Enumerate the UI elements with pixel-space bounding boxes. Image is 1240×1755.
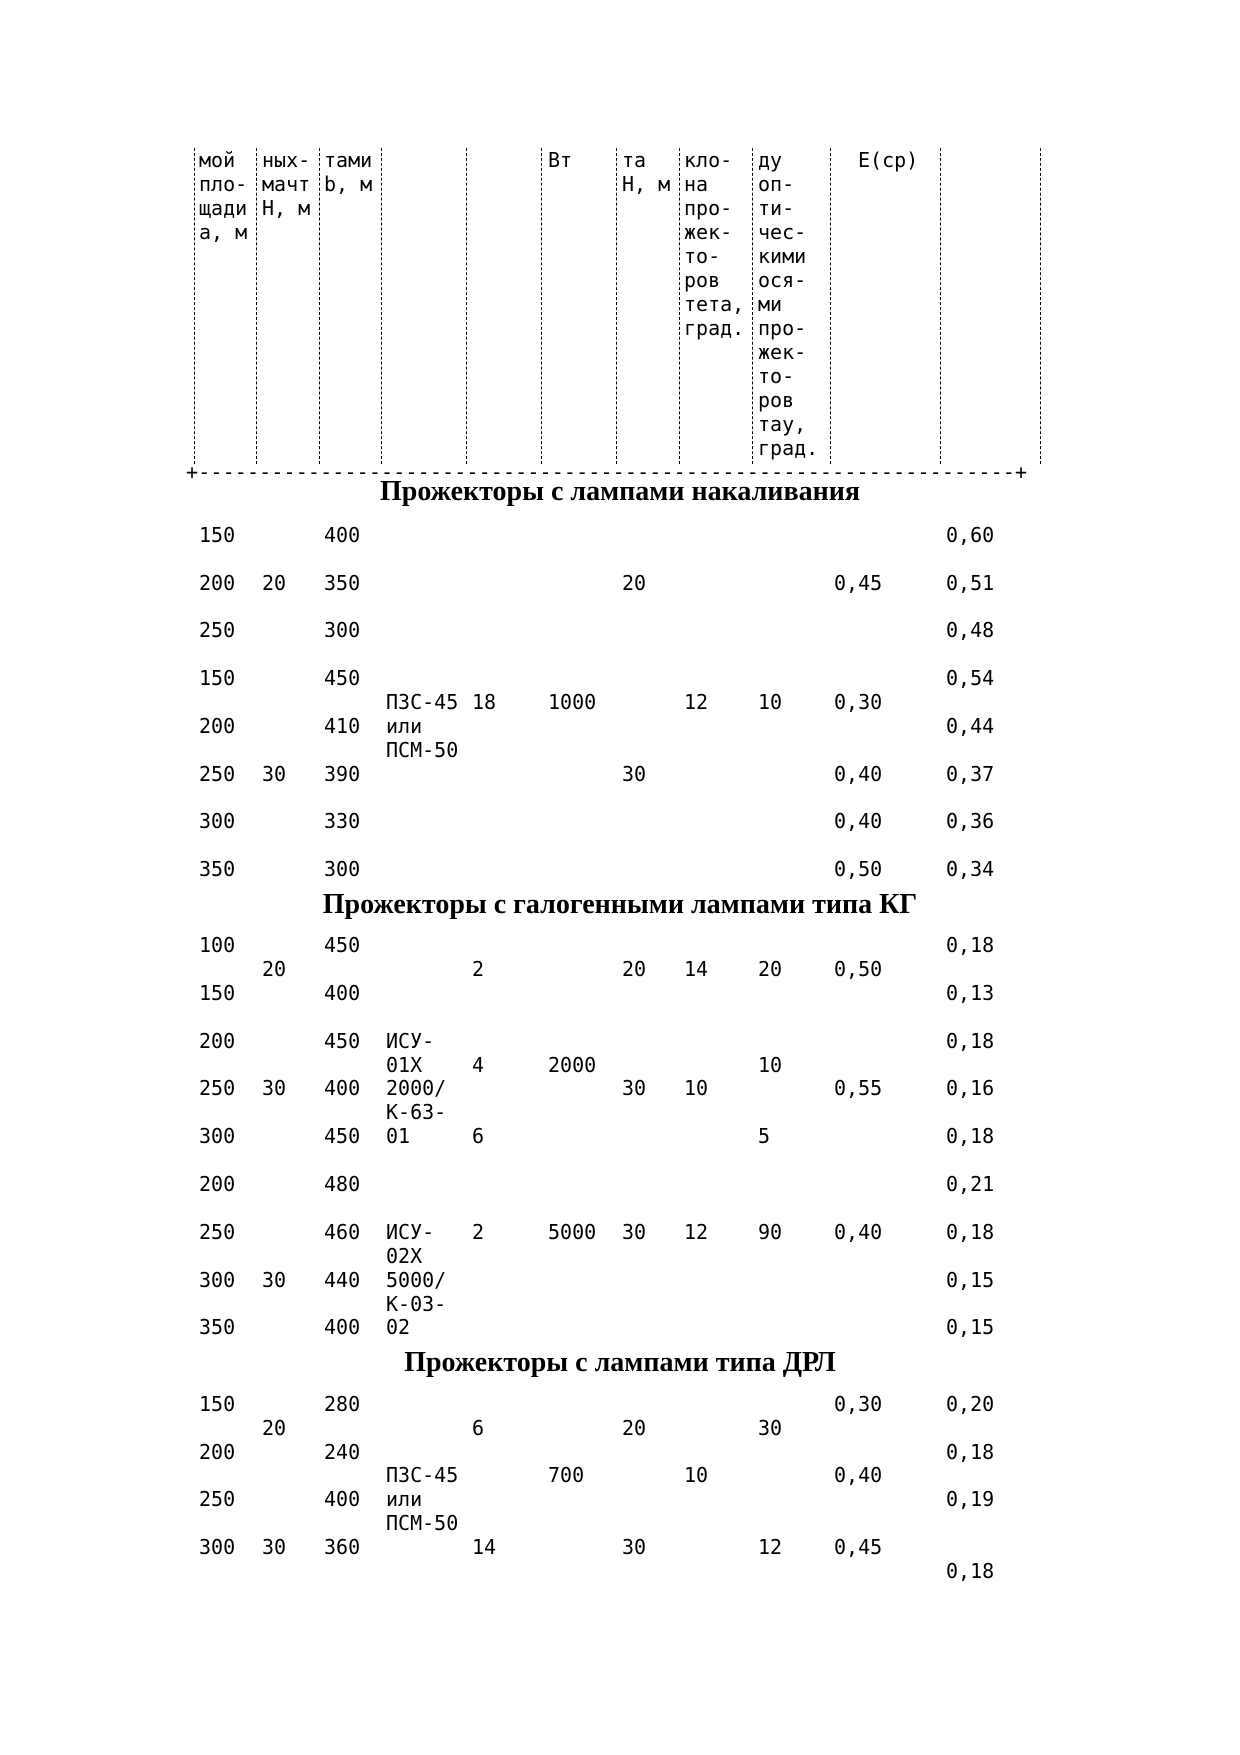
table-cell: 0,51 bbox=[946, 570, 995, 595]
table-cell: 30 bbox=[262, 1267, 287, 1292]
table-cell: 30 bbox=[622, 1219, 647, 1244]
table-cell: 200 bbox=[199, 1439, 236, 1464]
table-cell: 0,18 bbox=[946, 933, 995, 957]
table-cell: 440 bbox=[324, 1267, 361, 1292]
header-cell-text: Н, м bbox=[622, 172, 671, 196]
table-column-divider bbox=[830, 148, 831, 464]
table-cell: 150 bbox=[199, 1392, 236, 1416]
table-cell: 330 bbox=[324, 809, 361, 834]
table-cell: 0,60 bbox=[946, 523, 995, 547]
table-cell: 20 bbox=[262, 570, 287, 595]
table-cell: 10 bbox=[758, 689, 783, 714]
table-cell: 2 bbox=[472, 956, 485, 981]
header-cell-text: мой bbox=[199, 148, 236, 172]
header-cell-text: кло- bbox=[684, 148, 733, 172]
table-cell: 300 bbox=[199, 1534, 236, 1559]
table-cell: 5000 bbox=[548, 1219, 597, 1244]
section-title: Прожекторы с галогенными лампами типа КГ bbox=[322, 889, 918, 920]
table-column-divider bbox=[256, 148, 257, 464]
table-cell: 0,40 bbox=[834, 761, 883, 786]
table-cell: 300 bbox=[324, 618, 361, 643]
table-cell: 02 bbox=[386, 1315, 411, 1340]
header-cell-text: жек- bbox=[684, 220, 733, 244]
table-cell: 360 bbox=[324, 1534, 361, 1559]
table-cell: 200 bbox=[199, 1028, 236, 1053]
table-cell: 0,40 bbox=[834, 1219, 883, 1244]
table-column-divider bbox=[752, 148, 753, 464]
table-cell: 0,18 bbox=[946, 1439, 995, 1464]
header-cell-text: ров bbox=[684, 268, 721, 292]
table-cell: или bbox=[386, 713, 423, 738]
table-cell: ИСУ- bbox=[386, 1219, 435, 1244]
header-cell-text: ми bbox=[758, 292, 783, 316]
table-column-divider bbox=[541, 148, 542, 464]
table-cell: 450 bbox=[324, 1028, 361, 1053]
table-cell: 4 bbox=[472, 1052, 485, 1077]
table-cell: 0,16 bbox=[946, 1076, 995, 1101]
table-cell: 300 bbox=[324, 856, 361, 881]
table-cell: 0,34 bbox=[946, 856, 995, 881]
table-cell: 0,30 bbox=[834, 1392, 883, 1416]
header-cell-text: тета, bbox=[684, 292, 745, 316]
table-cell: 30 bbox=[262, 761, 287, 786]
header-cell-text: чес- bbox=[758, 220, 807, 244]
table-cell: 0,37 bbox=[946, 761, 995, 786]
table-cell: 300 bbox=[199, 809, 236, 834]
table-cell: 0,18 bbox=[946, 1558, 995, 1583]
table-cell: 0,15 bbox=[946, 1315, 995, 1340]
header-cell-text: пло- bbox=[199, 172, 248, 196]
table-cell: 2000/ bbox=[386, 1076, 447, 1101]
table-cell: 5 bbox=[758, 1124, 771, 1149]
table-cell: 18 bbox=[472, 689, 497, 714]
header-cell-text: ти- bbox=[758, 196, 795, 220]
table-cell: 30 bbox=[262, 1534, 287, 1559]
table-cell: 30 bbox=[758, 1415, 783, 1440]
header-cell-text: ров bbox=[758, 388, 795, 412]
header-cell-text: тау, bbox=[758, 412, 807, 436]
table-cell: 100 bbox=[199, 933, 236, 957]
table-cell: 14 bbox=[472, 1534, 497, 1559]
table-cell: 0,44 bbox=[946, 713, 995, 738]
table-column-divider bbox=[940, 148, 941, 464]
table-cell: ПЗС-45 bbox=[386, 689, 459, 714]
table-cell: 300 bbox=[199, 1267, 236, 1292]
table-cell: 20 bbox=[622, 570, 647, 595]
table-cell: 30 bbox=[262, 1076, 287, 1101]
table-column-divider bbox=[381, 148, 382, 464]
table-cell: 0,18 bbox=[946, 1124, 995, 1149]
header-cell-text: жек- bbox=[758, 340, 807, 364]
table-cell: ИСУ- bbox=[386, 1028, 435, 1053]
section-title: Прожекторы с лампами типа ДРЛ bbox=[404, 1347, 836, 1378]
table-cell: 0,21 bbox=[946, 1172, 995, 1196]
table-cell: 450 bbox=[324, 933, 361, 957]
table-cell: 0,18 bbox=[946, 1219, 995, 1244]
table-cell: 150 bbox=[199, 980, 236, 1005]
table-column-divider bbox=[679, 148, 680, 464]
table-cell: 0,36 bbox=[946, 809, 995, 834]
table-cell: 20 bbox=[622, 1415, 647, 1440]
table-cell: 0,50 bbox=[834, 856, 883, 881]
table-cell: 400 bbox=[324, 1076, 361, 1101]
table-cell: 240 bbox=[324, 1439, 361, 1464]
table-cell: 200 bbox=[199, 713, 236, 738]
table-cell: 400 bbox=[324, 1487, 361, 1512]
header-cell-text: Н, м bbox=[262, 196, 311, 220]
header-cell-text: кими bbox=[758, 244, 807, 268]
table-cell: 01 bbox=[386, 1124, 411, 1149]
table-cell: 250 bbox=[199, 1076, 236, 1101]
table-cell: 12 bbox=[684, 1219, 709, 1244]
header-cell-text: щади bbox=[199, 196, 248, 220]
header-cell-text: на bbox=[684, 172, 709, 196]
table-cell: 450 bbox=[324, 1124, 361, 1149]
table-cell: 250 bbox=[199, 1487, 236, 1512]
header-cell-text: то- bbox=[758, 364, 795, 388]
table-cell: 6 bbox=[472, 1415, 485, 1440]
table-cell: 0,50 bbox=[834, 956, 883, 981]
header-cell-text: а, м bbox=[199, 220, 248, 244]
header-cell-text: тами bbox=[324, 148, 373, 172]
table-cell: 2 bbox=[472, 1219, 485, 1244]
table-cell: 0,45 bbox=[834, 1534, 883, 1559]
header-cell-text: град. bbox=[684, 316, 745, 340]
table-cell: 0,15 bbox=[946, 1267, 995, 1292]
table-cell: 1000 bbox=[548, 689, 597, 714]
table-cell: 30 bbox=[622, 761, 647, 786]
table-cell: 300 bbox=[199, 1124, 236, 1149]
table-cell: 6 bbox=[472, 1124, 485, 1149]
table-cell: 2000 bbox=[548, 1052, 597, 1077]
table-cell: ПСМ-50 bbox=[386, 1511, 459, 1535]
table-cell: ПСМ-50 bbox=[386, 737, 459, 762]
table-column-divider bbox=[319, 148, 320, 464]
table-cell: 400 bbox=[324, 523, 361, 547]
table-cell: 400 bbox=[324, 980, 361, 1005]
table-column-divider bbox=[616, 148, 617, 464]
table-cell: 150 bbox=[199, 523, 236, 547]
table-cell: 0,45 bbox=[834, 570, 883, 595]
table-cell: 12 bbox=[684, 689, 709, 714]
header-cell-text: про- bbox=[758, 316, 807, 340]
header-cell-text: град. bbox=[758, 436, 819, 460]
header-cell-text: та bbox=[622, 148, 647, 172]
table-cell: 480 bbox=[324, 1172, 361, 1196]
table-cell: 0,13 bbox=[946, 980, 995, 1005]
table-cell: 20 bbox=[262, 1415, 287, 1440]
table-cell: 0,30 bbox=[834, 689, 883, 714]
table-bottom-border: +-------------------------------------------------------------------+ bbox=[186, 460, 1028, 484]
table-cell: 30 bbox=[622, 1534, 647, 1559]
table-cell: 0,40 bbox=[834, 809, 883, 834]
header-cell-text: E(ср) bbox=[858, 148, 919, 172]
table-cell: 01Х bbox=[386, 1052, 423, 1077]
table-cell: 250 bbox=[199, 618, 236, 643]
header-cell-text: ду bbox=[758, 148, 783, 172]
table-cell: 5000/ bbox=[386, 1267, 447, 1292]
table-cell: 0,18 bbox=[946, 1028, 995, 1053]
table-cell: 0,20 bbox=[946, 1392, 995, 1416]
table-cell: К-03- bbox=[386, 1291, 447, 1316]
table-cell: 20 bbox=[262, 956, 287, 981]
table-cell: 280 bbox=[324, 1392, 361, 1416]
table-cell: 02Х bbox=[386, 1243, 423, 1268]
table-cell: 410 bbox=[324, 713, 361, 738]
header-cell-text: ося- bbox=[758, 268, 807, 292]
table-cell: 460 bbox=[324, 1219, 361, 1244]
table-column-divider bbox=[194, 148, 195, 464]
table-cell: 700 bbox=[548, 1463, 585, 1488]
table-cell: 12 bbox=[758, 1534, 783, 1559]
table-cell: 350 bbox=[199, 1315, 236, 1340]
header-cell-text: мачт bbox=[262, 172, 311, 196]
table-cell: 350 bbox=[324, 570, 361, 595]
table-cell: 10 bbox=[758, 1052, 783, 1077]
table-cell: 90 bbox=[758, 1219, 783, 1244]
table-cell: 250 bbox=[199, 1219, 236, 1244]
header-cell-text: Вт bbox=[548, 148, 573, 172]
table-cell: 200 bbox=[199, 1172, 236, 1196]
table-cell: 20 bbox=[622, 956, 647, 981]
table-cell: 0,40 bbox=[834, 1463, 883, 1488]
table-cell: 30 bbox=[622, 1076, 647, 1101]
table-cell: К-63- bbox=[386, 1100, 447, 1125]
header-cell-text: про- bbox=[684, 196, 733, 220]
table-cell: 14 bbox=[684, 956, 709, 981]
table-cell: 450 bbox=[324, 666, 361, 691]
table-column-divider bbox=[466, 148, 467, 464]
table-cell: 200 bbox=[199, 570, 236, 595]
table-cell: 0,55 bbox=[834, 1076, 883, 1101]
table-cell: 0,54 bbox=[946, 666, 995, 691]
table-column-divider bbox=[1040, 148, 1041, 464]
header-cell-text: b, м bbox=[324, 172, 373, 196]
table-cell: 390 bbox=[324, 761, 361, 786]
section-title: Прожекторы с лампами накаливания bbox=[380, 476, 860, 507]
header-cell-text: оп- bbox=[758, 172, 795, 196]
table-cell: 10 bbox=[684, 1076, 709, 1101]
table-cell: 10 bbox=[684, 1463, 709, 1488]
table-cell: 0,48 bbox=[946, 618, 995, 643]
header-cell-text: ных- bbox=[262, 148, 311, 172]
table-cell: 250 bbox=[199, 761, 236, 786]
table-cell: 20 bbox=[758, 956, 783, 981]
table-cell: 0,19 bbox=[946, 1487, 995, 1512]
table-cell: или bbox=[386, 1487, 423, 1512]
table-cell: 150 bbox=[199, 666, 236, 691]
header-cell-text: то- bbox=[684, 244, 721, 268]
table-cell: 400 bbox=[324, 1315, 361, 1340]
table-cell: ПЗС-45 bbox=[386, 1463, 459, 1488]
table-cell: 350 bbox=[199, 856, 236, 881]
